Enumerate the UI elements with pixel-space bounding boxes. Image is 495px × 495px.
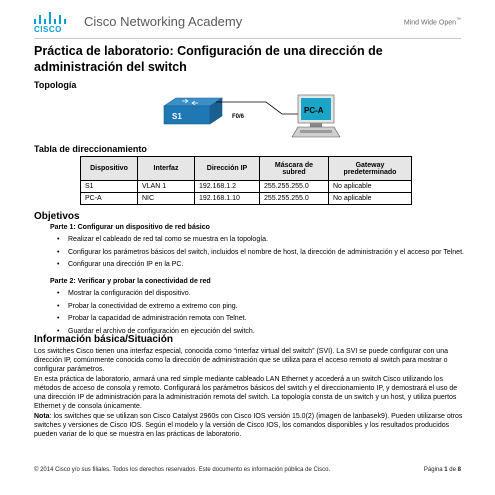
table-header-row [81,157,412,181]
paragraph-svi: Los switches Cisco tienen una interfaz especial, conocida como “interfaz virtual del switch” (SVI). La SVI se puede configurar con una dirección IP, comúnmente conocida como la dirección de administración que se utiliza para el acceso remoto al switch para mostrar o configurar parámetros. [34,348,448,373]
paragraph-practica: En esta práctica de laboratorio, armará una red simple mediante cableado LAN Ethernet y accederá a un switch Cisco utilizando los métodos de acceso de consola y remoto. Configurará los parámetros básicos del switch y el direccionamiento IP, y demostrará el uso de una dirección IP de administración para la administración remota del switch. La topología consta de un switch y un host, y utiliza puertos Ethernet y de consola únicamente. [34,376,458,410]
table-cell: No aplicable [329,193,412,205]
nota-text: : los switches que se utilizan son Cisco Catalyst 2960s con Cisco IOS versión 15.0(2) (imagen de lanbasek9). Pueden utilizarse otros switches y versiones de Cisco IOS. Según el modelo y la versión de Cisco IOS, los comandos disponibles y los resultados producidos pueden variar de lo que se muestra en las prácticas de laboratorio. [34,413,463,438]
table-cell: VLAN 1 [138,181,195,193]
copyright-text: © 2014 Cisco y/o sus filiales. Todos los derechos reservados. Este documento es información pública de Cisco. [34,467,331,473]
list-item: • Realizar el cableado de red tal como se muestra en la topología. [52,235,472,245]
list-item: • Configurar una dirección IP en la PC. [52,260,472,270]
pc-label: PC-A [304,106,324,115]
pc-icon [292,95,340,137]
parte2-list [52,289,472,339]
col-interfaz: Interfaz [138,157,195,181]
col-mascara: Máscara de subred [260,157,329,181]
topology-diagram [150,92,350,142]
switch-label: S1 [172,112,182,121]
list-item: • Guardar el archivo de configuración en ejecución del switch. [52,327,472,337]
list-item: • Mostrar la configuración del dispositivo. [52,289,472,299]
cisco-bridge-icon [34,12,74,24]
parte1-list [52,235,472,273]
table-cell: NIC [138,193,195,205]
ethernet-cable [216,102,302,114]
table-cell: 192.168.1.10 [195,193,260,205]
table-cell: No aplicable [329,181,412,193]
table-cell: 255.255.255.0 [260,193,329,205]
cisco-logo [34,12,74,36]
nota-paragraph [34,412,464,439]
table-cell: 192.168.1.2 [195,181,260,193]
port-label: F0/6 [232,114,245,120]
table-cell: 255.255.255.0 [260,181,329,193]
cisco-logo-word: CISCO [34,25,62,34]
page-header [0,0,495,38]
tabla-heading: Tabla de direccionamiento [34,144,147,154]
nota-label: Nota [34,413,50,420]
objetivos-heading: Objetivos [34,211,80,222]
list-item: • Probar la capacidad de administración remota con Telnet. [52,314,472,324]
page-footer [34,467,461,473]
table-row [81,181,412,193]
topologia-heading: Topología [34,80,77,90]
col-gateway: Gateway predeterminado [329,157,412,181]
tagline: Mind Wide Open™ [403,17,461,27]
table-row [81,193,412,205]
header-divider [34,38,461,39]
page-number: Página 1 de 8 [423,467,461,473]
list-item: • Configurar los parámetros básicos del switch, incluidos el nombre de host, la dirección de administración y el acceso por Telnet. [52,248,472,258]
switch-icon [164,98,222,124]
table-cell: S1 [81,181,138,193]
parte1-title: Parte 1: Configurar un dispositivo de red básico [50,224,210,231]
col-dispositivo: Dispositivo [81,157,138,181]
addressing-table [80,156,412,205]
parte2-title: Parte 2: Verificar y probar la conectividad de red [50,278,211,285]
page-title: Práctica de laboratorio: Configuración de una dirección de administración del switch [34,44,383,74]
academy-title: Cisco Networking Academy [84,14,243,29]
col-direccion-ip: Dirección IP [195,157,260,181]
list-item: • Probar la conectividad de extremo a extremo con ping. [52,302,472,312]
info-heading: Información básica/Situación [34,334,173,345]
table-cell: PC-A [81,193,138,205]
